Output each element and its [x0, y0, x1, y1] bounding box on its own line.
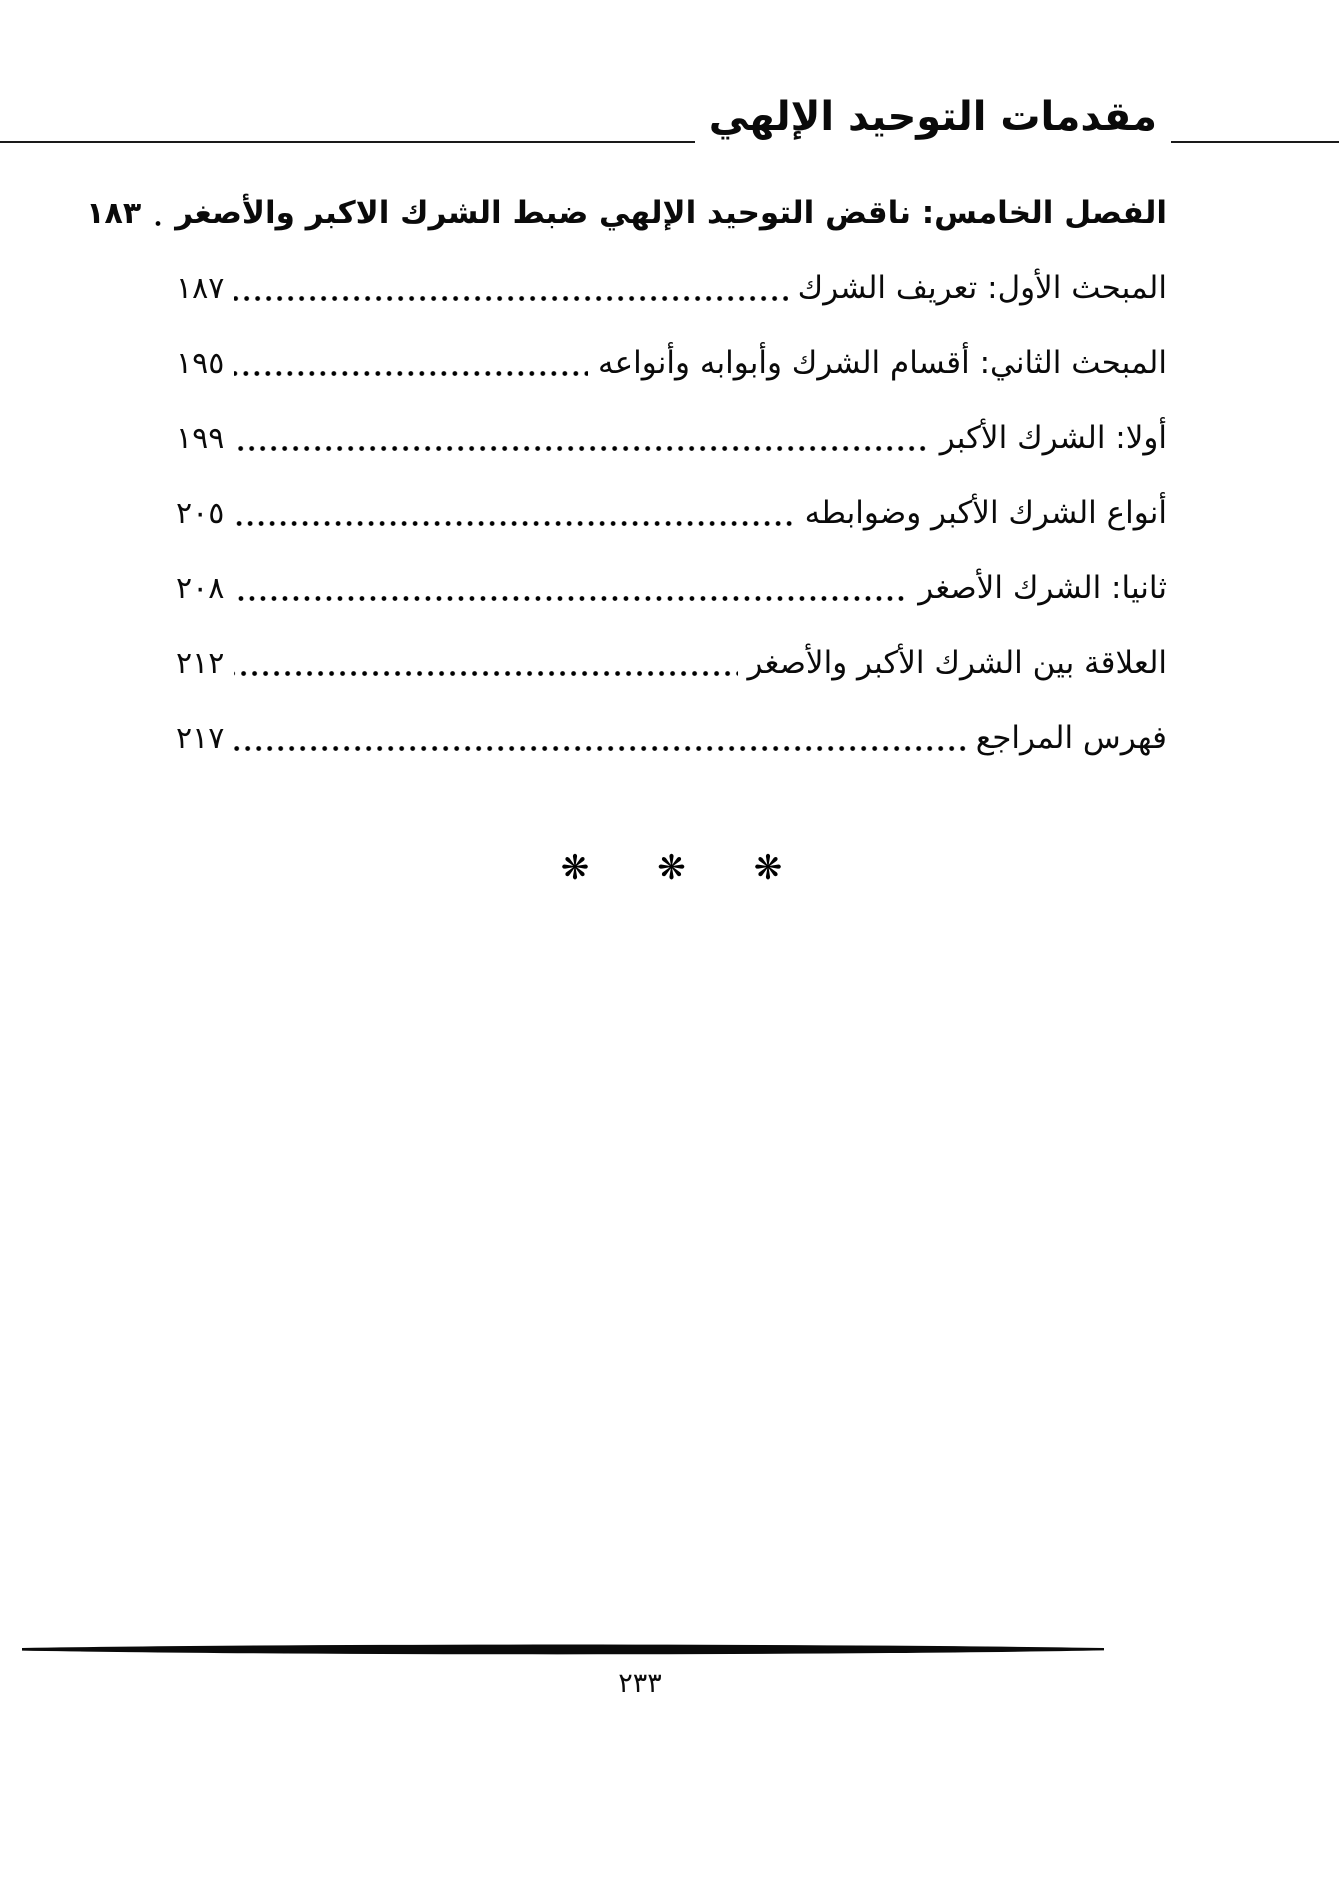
- toc-entry-page-number: ٢٠٨: [176, 571, 225, 606]
- toc-entry-page-number: ٢٠٥: [176, 496, 225, 531]
- dotted-leader: [234, 521, 794, 526]
- toc-row: [176, 551, 1167, 626]
- footer-rule: [22, 1643, 1104, 1656]
- toc-entry-label: فهرس المراجع: [975, 719, 1167, 756]
- asterisk-icon: ❋: [657, 848, 686, 888]
- dotted-leader: [234, 671, 737, 676]
- toc-entry-page-number: ١٨٣: [86, 196, 142, 231]
- toc-entry-page-number: ١٩٥: [176, 346, 225, 381]
- section-end-separator: [176, 848, 1167, 888]
- toc-entry-label: العلاقة بين الشرك الأكبر والأصغر: [747, 644, 1167, 681]
- toc-row: [176, 251, 1167, 326]
- toc-entry-page-number: ١٩٩: [176, 421, 225, 456]
- toc-entry-page-number: ٢١٧: [176, 721, 225, 756]
- table-of-contents: [86, 176, 1167, 776]
- toc-entry-label: الفصل الخامس: ناقض التوحيد الإلهي ضبط الشرك الاكبر والأصغر: [175, 194, 1167, 231]
- toc-entry-label: أولا: الشرك الأكبر: [939, 419, 1167, 456]
- toc-row: [86, 176, 1167, 251]
- toc-entry-label: المبحث الأول: تعريف الشرك: [797, 269, 1167, 306]
- toc-entry-page-number: ١٨٧: [176, 271, 225, 306]
- dotted-leader: [234, 596, 908, 601]
- toc-row: [176, 326, 1167, 401]
- dotted-leader: [234, 746, 965, 751]
- toc-row: [176, 401, 1167, 476]
- toc-entry-page-number: ٢١٢: [176, 646, 225, 681]
- dotted-leader: [234, 371, 588, 376]
- dotted-leader: [234, 296, 787, 301]
- dotted-leader: [234, 446, 929, 451]
- asterisk-icon: ❋: [753, 848, 783, 888]
- toc-entry-label: المبحث الثاني: أقسام الشرك وأبوابه وأنواعه: [598, 344, 1167, 381]
- asterisk-icon: ❋: [560, 848, 590, 888]
- page-number: ٢٣٣: [618, 1668, 662, 1699]
- toc-row: [176, 626, 1167, 701]
- toc-entry-label: ثانيا: الشرك الأصغر: [918, 569, 1167, 606]
- toc-entry-label: أنواع الشرك الأكبر وضوابطه: [804, 494, 1167, 531]
- dotted-leader: [151, 221, 165, 226]
- toc-row: [176, 701, 1167, 776]
- toc-row: [176, 476, 1167, 551]
- running-title: مقدمات التوحيد الإلهي: [695, 94, 1171, 166]
